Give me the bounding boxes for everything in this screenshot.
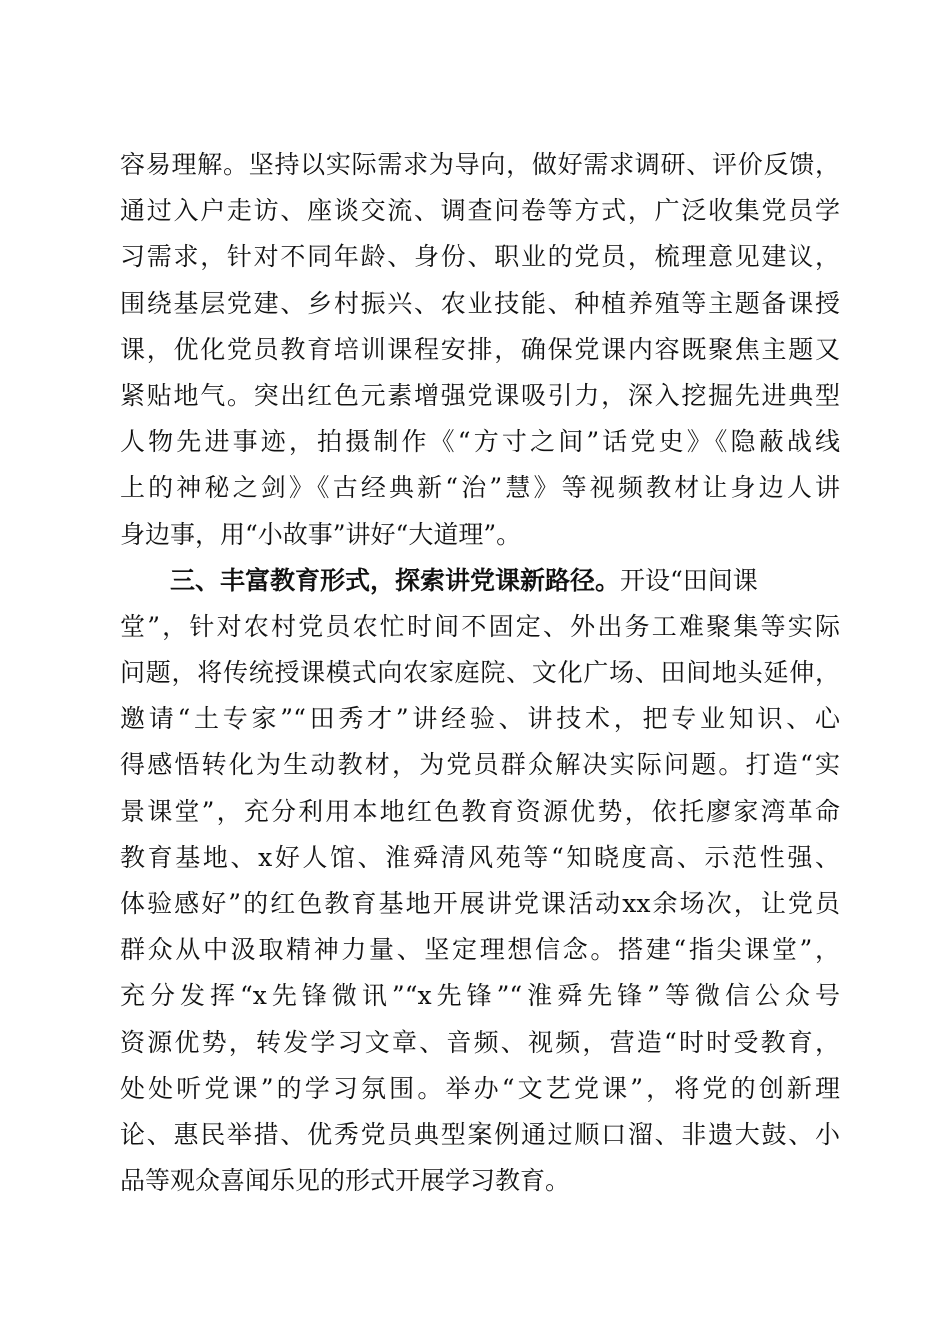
text-line: 教育基地、x好人馆、淮舜清风苑等“知晓度高、示范性强、	[120, 842, 840, 872]
text-line-last: 身边事，用“小故事”讲好“大道理”。	[120, 519, 522, 549]
text-line: 堂”，针对农村党员农忙时间不固定、外出务工难聚集等实际	[120, 611, 840, 641]
section-3-paragraph	[120, 558, 840, 1205]
text-line: 习需求，针对不同年龄、身份、职业的党员，梳理意见建议，	[120, 242, 840, 272]
section-heading: 三、丰富教育形式，探索讲党课新路径。	[170, 565, 621, 595]
text-line: 上的神秘之剑》《古经典新“治”慧》等视频教材让身边人讲	[120, 473, 840, 503]
document-body	[120, 142, 840, 1204]
text-line: 紧贴地气。突出红色元素增强党课吸引力，深入挖掘先进典型	[120, 380, 840, 410]
text-line: 通过入户走访、座谈交流、调查问卷等方式，广泛收集党员学	[120, 196, 840, 226]
text-line: 邀请“土专家”“田秀才”讲经验、讲技术，把专业知识、心	[120, 704, 840, 734]
text-line: 论、惠民举措、优秀党员典型案例通过顺口溜、非遗大鼓、小	[120, 1119, 840, 1149]
text-line-rest: 开设“田间课	[620, 565, 758, 595]
text-line: 处处听党课”的学习氛围。举办“文艺党课”，将党的创新理	[120, 1073, 840, 1103]
text-line: 课，优化党员教育培训课程安排，确保党课内容既聚焦主题又	[120, 334, 840, 364]
paragraph-1	[120, 142, 840, 558]
text-line: 充分发挥“x先锋微讯”“x先锋”“淮舜先锋”等微信公众号	[120, 981, 840, 1011]
text-line: 群众从中汲取精神力量、坚定理想信念。搭建“指尖课堂”，	[120, 935, 840, 965]
text-line: 容易理解。坚持以实际需求为导向，做好需求调研、评价反馈，	[120, 150, 840, 179]
text-line: 资源优势，转发学习文章、音频、视频，营造“时时受教育，	[120, 1027, 840, 1057]
text-line: 体验感好”的红色教育基地开展讲党课活动xx余场次，让党员	[120, 889, 840, 918]
text-line: 围绕基层党建、乡村振兴、农业技能、种植养殖等主题备课授	[120, 288, 840, 318]
text-line: 景课堂”，充分利用本地红色教育资源优势，依托廖家湾革命	[120, 796, 840, 826]
text-line: 得感悟转化为生动教材，为党员群众解决实际问题。打造“实	[120, 750, 840, 780]
text-line: 问题，将传统授课模式向农家庭院、文化广场、田间地头延伸，	[120, 658, 840, 688]
text-line-last: 品等观众喜闻乐见的形式开展学习教育。	[120, 1166, 571, 1196]
section-3-first-line	[120, 558, 840, 604]
text-line: 人物先进事迹，拍摄制作《“方寸之间”话党史》《隐蔽战线	[120, 427, 840, 457]
